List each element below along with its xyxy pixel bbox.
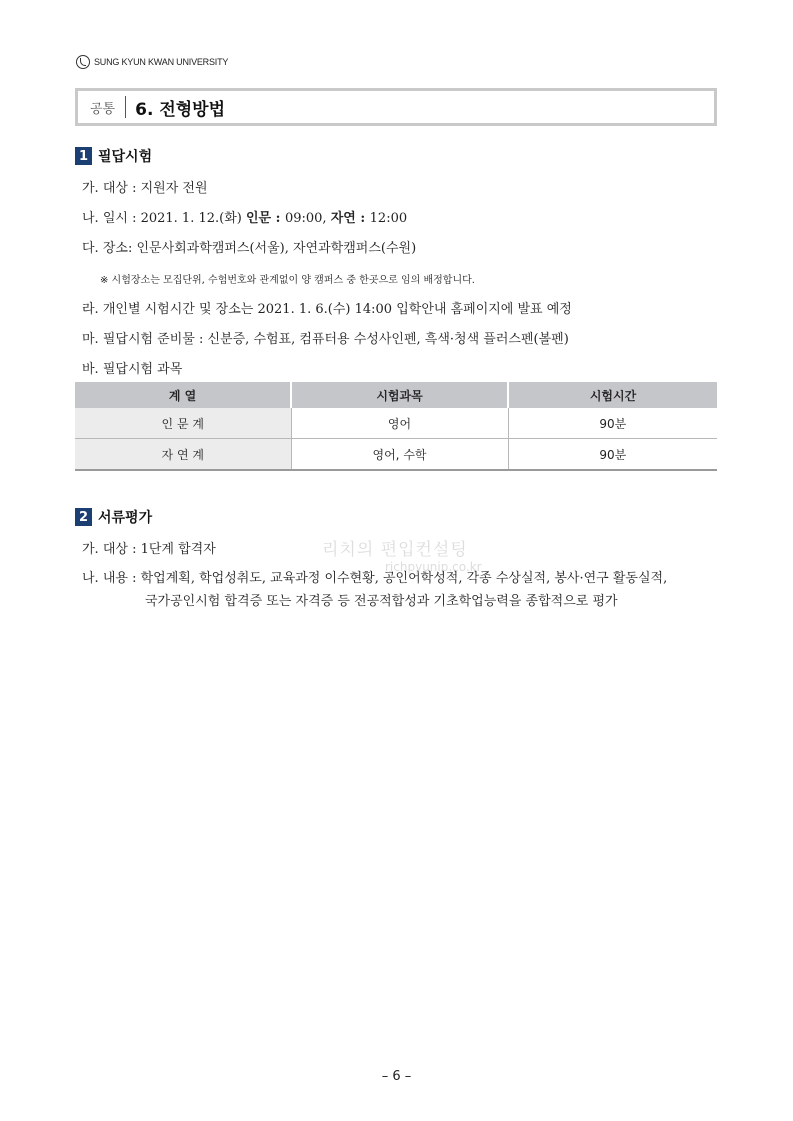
- datetime-humanities-label: 인문 :: [245, 211, 285, 226]
- header-track: 계 열: [75, 382, 291, 408]
- datetime-prefix: 나. 일시 : 2021. 1. 12.(화): [82, 211, 246, 226]
- logo-text: SUNG KYUN KWAN UNIVERSITY: [94, 57, 229, 67]
- header-subject: 시험과목: [291, 382, 508, 408]
- header-time: 시험시간: [508, 382, 717, 408]
- cell-track: 인 문 계: [75, 408, 291, 439]
- university-logo-icon: [76, 55, 90, 69]
- cell-subject: 영어: [291, 408, 508, 439]
- item-subjects: 바. 필답시험 과목: [82, 362, 183, 377]
- datetime-science-time: 12:00: [369, 211, 408, 226]
- watermark-text: 리치의 편입컨설팅: [322, 540, 468, 560]
- section-title: 필답시험: [98, 149, 153, 165]
- watermark-url: richpyunip.co.kr: [385, 560, 482, 574]
- item-schedule-notice: 라. 개인별 시험시간 및 장소는 2021. 1. 6.(수) 14:00 입학안내 홈페이지에 발표 예정: [82, 302, 572, 317]
- cell-time: 90분: [508, 408, 717, 439]
- page-number: – 6 –: [381, 1069, 412, 1084]
- exam-subjects-table: [75, 382, 717, 471]
- doc-content-line1: 나. 내용 : 학업계획, 학업성취도, 교육과정 이수현황, 공인어학성적, 각종 수상실적, 봉사·연구 활동실적,: [82, 571, 668, 586]
- university-logo: [76, 55, 228, 69]
- section-title-box: [75, 88, 717, 126]
- item-supplies: 마. 필답시험 준비물 : 신분증, 수험표, 컴퓨터용 수성사인펜, 흑색·청색 플러스펜(볼펜): [82, 332, 569, 347]
- table-header-row: [75, 382, 717, 408]
- item-target: 가. 대상 : 지원자 전원: [82, 181, 208, 196]
- table-row: [75, 408, 717, 439]
- section-heading-document-review: [75, 507, 152, 527]
- item-location: 다. 장소: 인문사회과학캠퍼스(서울), 자연과학캠퍼스(수원): [82, 241, 417, 256]
- section-number-badge: 1: [75, 147, 92, 165]
- title-category: 공통: [90, 101, 116, 117]
- datetime-humanities-time: 09:00,: [284, 211, 331, 226]
- title-divider: [125, 96, 126, 118]
- item-doc-target: 가. 대상 : 1단계 합격자: [82, 542, 216, 557]
- item-datetime: [82, 207, 407, 226]
- section-title: 서류평가: [98, 510, 153, 526]
- cell-time: 90분: [508, 439, 717, 471]
- cell-track: 자 연 계: [75, 439, 291, 471]
- section-number-badge: 2: [75, 508, 92, 526]
- section-heading-written-exam: [75, 146, 152, 166]
- doc-content-line2: 국가공인시험 합격증 또는 자격증 등 전공적합성과 기초학업능력을 종합적으로 평가: [145, 594, 618, 609]
- table-row: [75, 439, 717, 471]
- datetime-science-label: 자연 :: [330, 211, 370, 226]
- cell-subject: 영어, 수학: [291, 439, 508, 471]
- location-note: ※ 시험장소는 모집단위, 수험번호와 관계없이 양 캠퍼스 중 한곳으로 임의 배정합니다.: [100, 275, 475, 286]
- page-title: 6. 전형방법: [135, 99, 226, 120]
